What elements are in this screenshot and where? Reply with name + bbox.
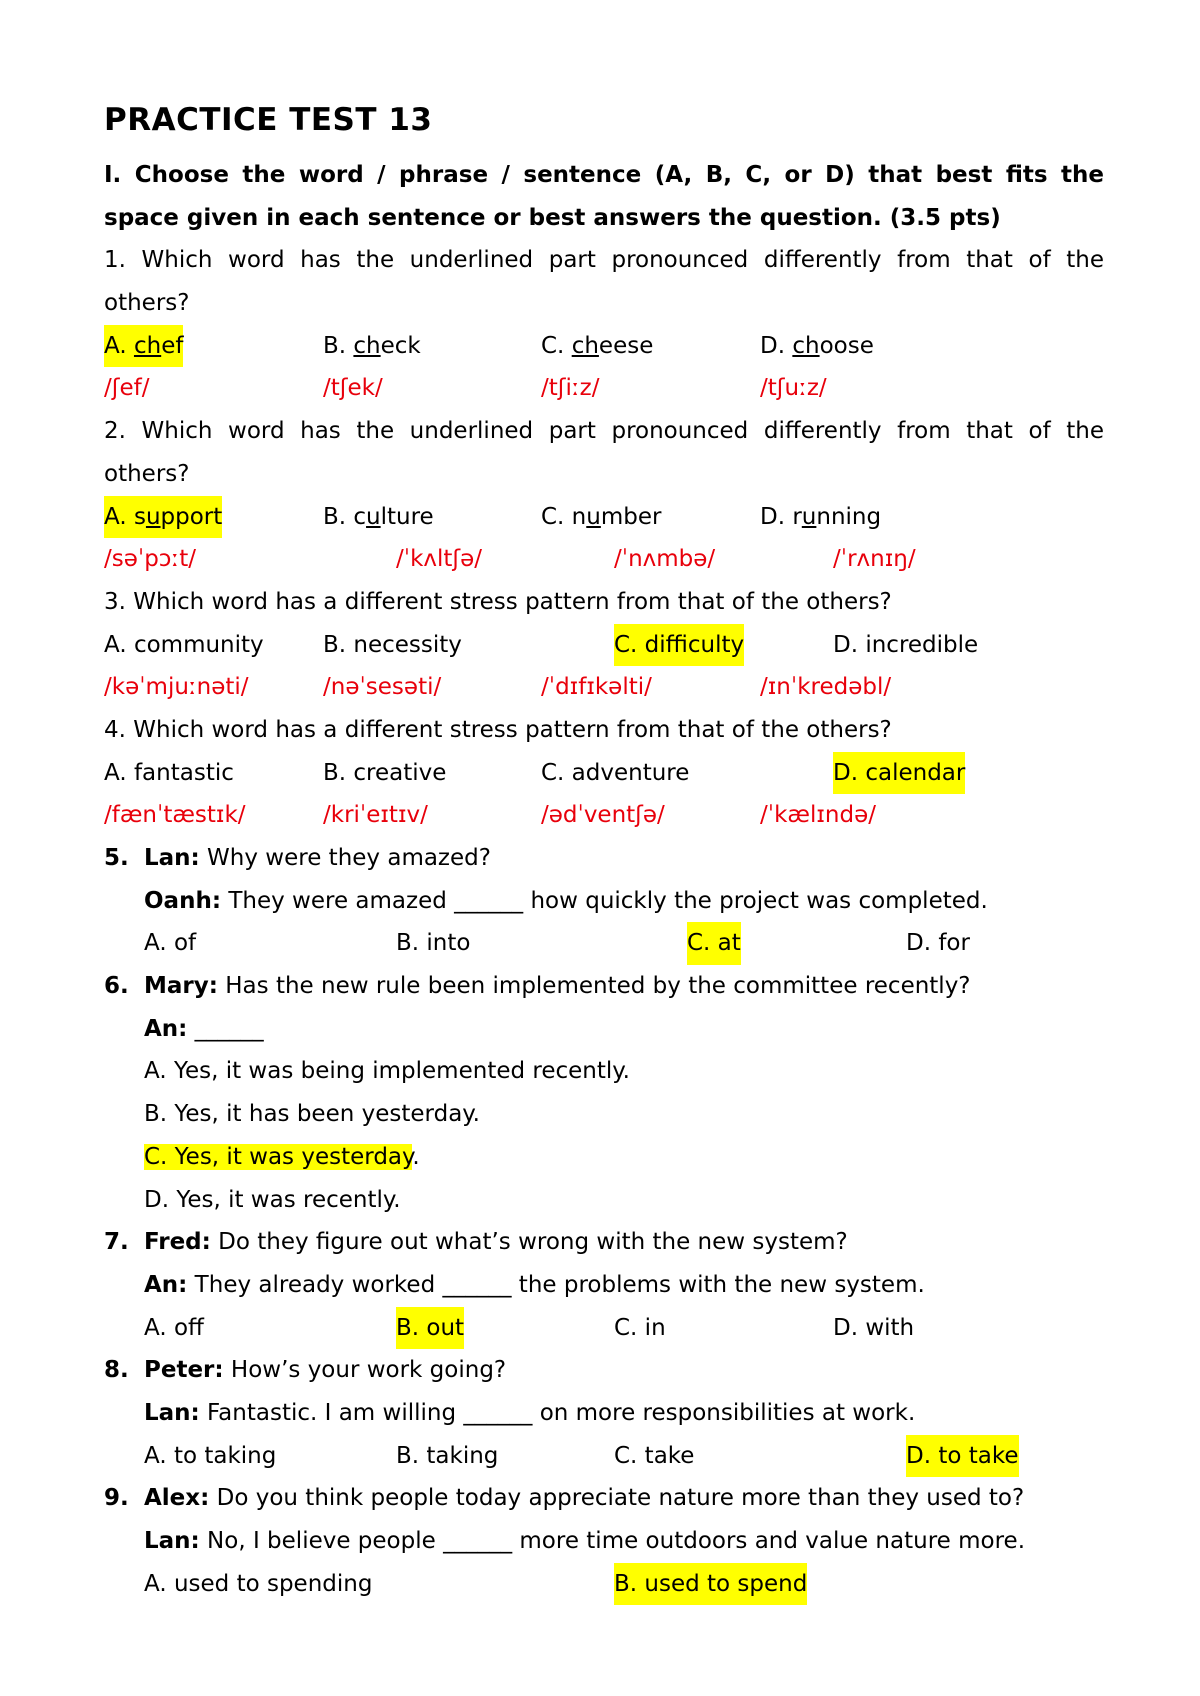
q4-options (104, 752, 1104, 795)
q2-option-a: A. support (104, 496, 222, 539)
q4-ipa-a: /fænˈtæstɪk/ (104, 802, 246, 829)
q1-prompt: 1. Which word has the underlined part pronounced differently from that of the (104, 247, 1104, 274)
q1-ipa-c: /tʃiːz/ (541, 375, 600, 402)
q6-option-c: C. Yes, it was yesterday (144, 1143, 413, 1170)
q1-option-c: C. cheese (541, 332, 654, 359)
q2-option-b: B. culture (323, 503, 434, 530)
q4-ipa-d: /ˈkælɪndə/ (760, 802, 876, 829)
q2-options (104, 496, 1104, 539)
q8-option-a: A. to taking (144, 1442, 277, 1469)
q9-options (104, 1563, 1104, 1606)
q6-option-c-period: . (412, 1143, 420, 1170)
q6-speaker-1: Mary: (144, 973, 218, 1000)
q5-number: 5. (104, 845, 129, 871)
q3-ipa-row (104, 666, 1104, 709)
page-title: PRACTICE TEST 13 (104, 102, 433, 138)
q7-speaker-1: Fred: (144, 1229, 211, 1256)
q3-ipa-a: /kəˈmjuːnəti/ (104, 674, 249, 701)
q4-option-c: C. adventure (541, 759, 690, 786)
section-heading-line-1: I. Choose the word / phrase / sentence (A, B, C, or D) that best fits the (104, 162, 1104, 188)
q5-line-1 (104, 837, 1104, 880)
q3-ipa-c: /ˈdɪfɪkəlti/ (541, 674, 652, 701)
q2-ipa-a: /səˈpɔːt/ (104, 546, 196, 573)
q7-option-d: D. with (833, 1314, 915, 1341)
q7-number: 7. (104, 1229, 129, 1256)
q9-option-b: B. used to spend (614, 1563, 807, 1606)
q7-line-1 (104, 1221, 1104, 1264)
q1-ipa-a: /ʃef/ (104, 375, 150, 402)
q3-options (104, 624, 1104, 667)
q2-option-d: D. running (760, 503, 882, 530)
q8-line-2 (104, 1392, 1104, 1435)
q8-speaker-2: Lan: (144, 1399, 200, 1426)
q8-options (104, 1435, 1104, 1478)
q4-ipa-row (104, 794, 1104, 837)
q6-number: 6. (104, 973, 129, 1000)
q8-speaker-1: Peter: (144, 1357, 224, 1384)
q3-option-c: C. difficulty (614, 624, 744, 667)
q9-text-2: No, I believe people ______ more time outdoors and value nature more. (199, 1528, 1025, 1554)
q1-option-a: A. chef (104, 325, 183, 368)
q3-prompt: 3. Which word has a different stress pattern from that of the others? (104, 588, 892, 615)
q3-option-a: A. community (104, 631, 264, 658)
q6-option-a: A. Yes, it was being implemented recently. (144, 1058, 630, 1085)
q7-text-2: They already worked ______ the problems with the new system. (187, 1271, 925, 1298)
q4-ipa-c: /ədˈventʃə/ (541, 802, 665, 829)
q5-option-c: C. at (687, 922, 741, 965)
q8-number: 8. (104, 1357, 129, 1384)
q8-text-2: Fantastic. I am willing ______ on more responsibilities at work. (199, 1399, 916, 1426)
q7-option-c: C. in (614, 1314, 666, 1341)
q3-option-b: B. necessity (323, 631, 462, 658)
q4-prompt: 4. Which word has a different stress pattern from that of the others? (104, 716, 892, 743)
test-page (104, 100, 1104, 1605)
q8-text-1: How’s your work going? (223, 1357, 507, 1384)
q6-option-c-row (104, 1136, 1104, 1179)
q9-line-2 (104, 1520, 1104, 1563)
q2-ipa-row (104, 538, 1104, 581)
q6-option-b: B. Yes, it has been yesterday. (144, 1101, 480, 1128)
q5-text-2: They were amazed ______ how quickly the project was completed. (221, 887, 988, 914)
q1-options (104, 325, 1104, 368)
q9-speaker-2: Lan: (144, 1528, 200, 1554)
q8-line-1 (104, 1349, 1104, 1392)
q3-ipa-d: /ɪnˈkredəbl/ (760, 674, 892, 701)
q1-ipa-row (104, 367, 1104, 410)
q9-speaker-1: Alex: (144, 1485, 210, 1512)
q7-text-1: Do they figure out what’s wrong with the new system? (210, 1229, 848, 1256)
q9-number: 9. (104, 1485, 129, 1512)
q6-speaker-2: An: (144, 1015, 188, 1042)
q1-option-b: B. check (323, 332, 421, 359)
q2-prompt-cont: others? (104, 460, 190, 487)
q2-option-c: C. number (541, 503, 662, 530)
q6-line-2 (104, 1008, 1104, 1051)
q5-option-a: A. of (144, 930, 197, 957)
q6-line-1 (104, 965, 1104, 1008)
q8-option-d: D. to take (906, 1435, 1019, 1478)
q2-ipa-c: /ˈnʌmbə/ (614, 546, 716, 573)
q9-line-1 (104, 1477, 1104, 1520)
q7-options (104, 1307, 1104, 1350)
q4-option-d: D. calendar (833, 752, 965, 795)
q7-option-a: A. off (144, 1314, 204, 1341)
q4-option-b: B. creative (323, 759, 447, 786)
q1-ipa-b: /tʃek/ (323, 375, 383, 402)
q5-text-1: Why were they amazed? (199, 845, 491, 871)
q4-ipa-b: /kriˈeɪtɪv/ (323, 802, 428, 829)
q8-option-b: B. taking (396, 1442, 499, 1469)
q2-prompt: 2. Which word has the underlined part pronounced differently from that of the (104, 418, 1104, 445)
q5-option-b: B. into (396, 930, 471, 957)
q6-text-1: Has the new rule been implemented by the committee recently? (217, 973, 971, 1000)
q7-line-2 (104, 1264, 1104, 1307)
q4-option-a: A. fantastic (104, 759, 234, 786)
q2-ipa-b: /ˈkʌltʃə/ (396, 546, 483, 573)
q9-option-a: A. used to spending (144, 1570, 373, 1597)
q7-speaker-2: An: (144, 1271, 188, 1298)
q5-speaker-1: Lan: (144, 845, 200, 871)
q8-option-c: C. take (614, 1442, 695, 1469)
q5-options (104, 922, 1104, 965)
q5-speaker-2: Oanh: (144, 887, 222, 914)
q9-text-1: Do you think people today appreciate nature more than they used to? (209, 1485, 1025, 1512)
q7-option-b: B. out (396, 1307, 464, 1350)
section-heading-line-2: space given in each sentence or best answers the question. (3.5 pts) (104, 204, 1001, 231)
q1-option-d: D. choose (760, 332, 874, 359)
q1-prompt-cont: others? (104, 290, 190, 317)
q5-line-2 (104, 880, 1104, 923)
q6-option-d: D. Yes, it was recently. (144, 1186, 401, 1213)
q5-option-d: D. for (906, 930, 970, 957)
q3-option-d: D. incredible (833, 631, 979, 658)
q1-ipa-d: /tʃuːz/ (760, 375, 827, 402)
q3-ipa-b: /nəˈsesəti/ (323, 674, 442, 701)
q2-ipa-d: /ˈrʌnɪŋ/ (833, 546, 916, 573)
q6-text-2: ______ (187, 1015, 264, 1042)
